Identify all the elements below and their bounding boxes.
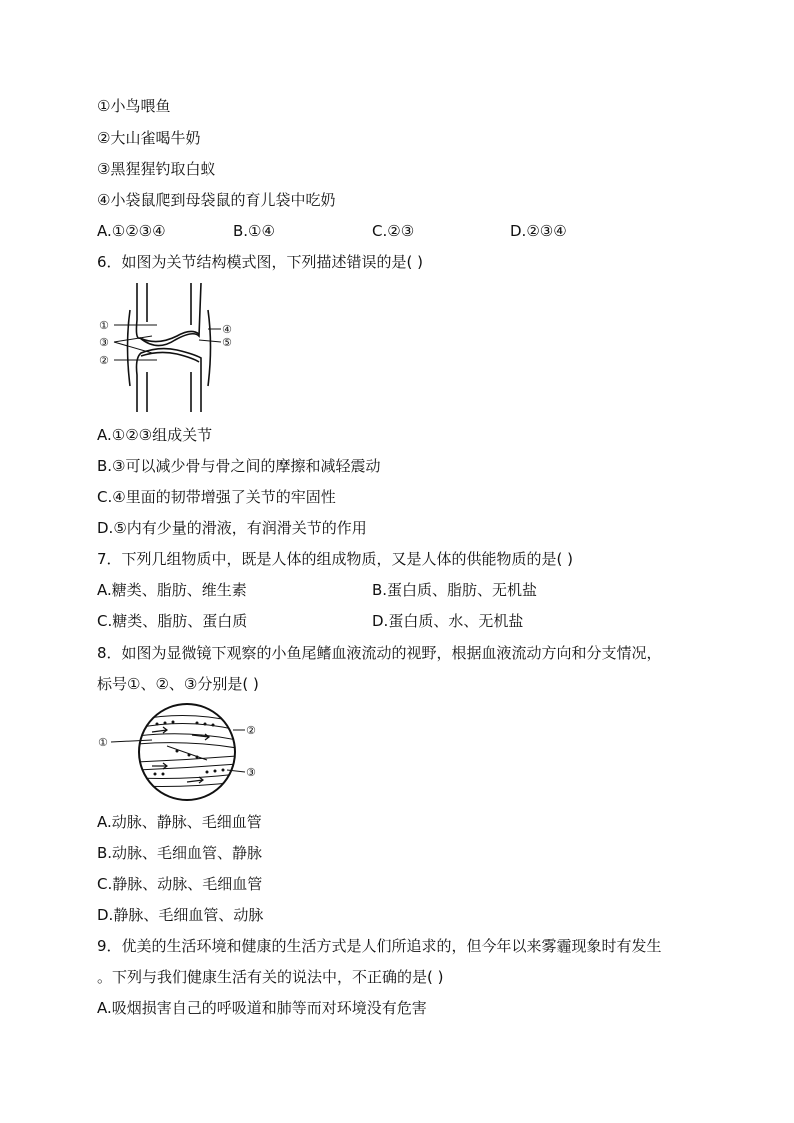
q9-option-a: A.吸烟损害自己的呼吸道和肺等而对环境没有危害 <box>97 999 427 1017</box>
q5-option-b: B.①④ <box>233 222 275 240</box>
joint-label-3: ③ <box>99 336 109 349</box>
q8-stem-line-1: 8．如图为显微镜下观察的小鱼尾鳍血液流动的视野，根据血液流动方向和分支情况， <box>97 644 662 662</box>
q5-option-a: A.①②③④ <box>97 222 166 240</box>
q7-option-b: B.蛋白质、脂肪、无机盐 <box>372 581 538 599</box>
q7-option-a: A.糖类、脂肪、维生素 <box>97 581 247 599</box>
flow-label-2: ② <box>246 724 256 737</box>
q5-item-4: ④小袋鼠爬到母袋鼠的育儿袋中吃奶 <box>97 191 336 209</box>
joint-label-1: ① <box>99 319 109 332</box>
q6-option-d: D.⑤内有少量的滑液，有润滑关节的作用 <box>97 519 367 537</box>
q5-item-2: ②大山雀喝牛奶 <box>97 129 201 147</box>
q8-option-b: B.动脉、毛细血管、静脉 <box>97 844 263 862</box>
q8-option-a: A.动脉、静脉、毛细血管 <box>97 813 262 831</box>
q8-stem-line-2: 标号①、②、③分别是( ) <box>97 675 259 693</box>
q6-option-c: C.④里面的韧带增强了关节的牢固性 <box>97 488 336 506</box>
q7-stem: 7．下列几组物质中，既是人体的组成物质，又是人体的供能物质的是( ) <box>97 550 574 568</box>
q8-option-c: C.静脉、动脉、毛细血管 <box>97 875 263 893</box>
flow-label-3: ③ <box>246 766 256 779</box>
q5-item-1: ①小鸟喂鱼 <box>97 97 171 115</box>
q5-option-c: C.②③ <box>372 222 415 240</box>
q9-stem-line-1: 9．优美的生活环境和健康的生活方式是人们所追求的，但今年以来雾霾现象时有发生 <box>97 937 662 955</box>
q6-option-b: B.③可以减少骨与骨之间的摩擦和减轻震动 <box>97 457 381 475</box>
q5-item-3: ③黑猩猩钓取白蚁 <box>97 160 216 178</box>
q9-stem-line-2: 。下列与我们健康生活有关的说法中，不正确的是( ) <box>97 968 444 986</box>
joint-structure-figure <box>97 280 247 415</box>
joint-label-2: ② <box>99 354 109 367</box>
q7-option-d: D.蛋白质、水、无机盐 <box>372 612 524 630</box>
joint-label-5: ⑤ <box>222 336 232 349</box>
fish-tail-blood-flow-figure <box>97 702 277 802</box>
q8-option-d: D.静脉、毛细血管、动脉 <box>97 906 264 924</box>
q6-option-a: A.①②③组成关节 <box>97 426 213 444</box>
q5-option-d: D.②③④ <box>510 222 567 240</box>
joint-label-4: ④ <box>222 323 232 336</box>
flow-label-1: ① <box>98 736 108 749</box>
q6-stem: 6．如图为关节结构模式图，下列描述错误的是( ) <box>97 253 424 271</box>
q7-option-c: C.糖类、脂肪、蛋白质 <box>97 612 248 630</box>
